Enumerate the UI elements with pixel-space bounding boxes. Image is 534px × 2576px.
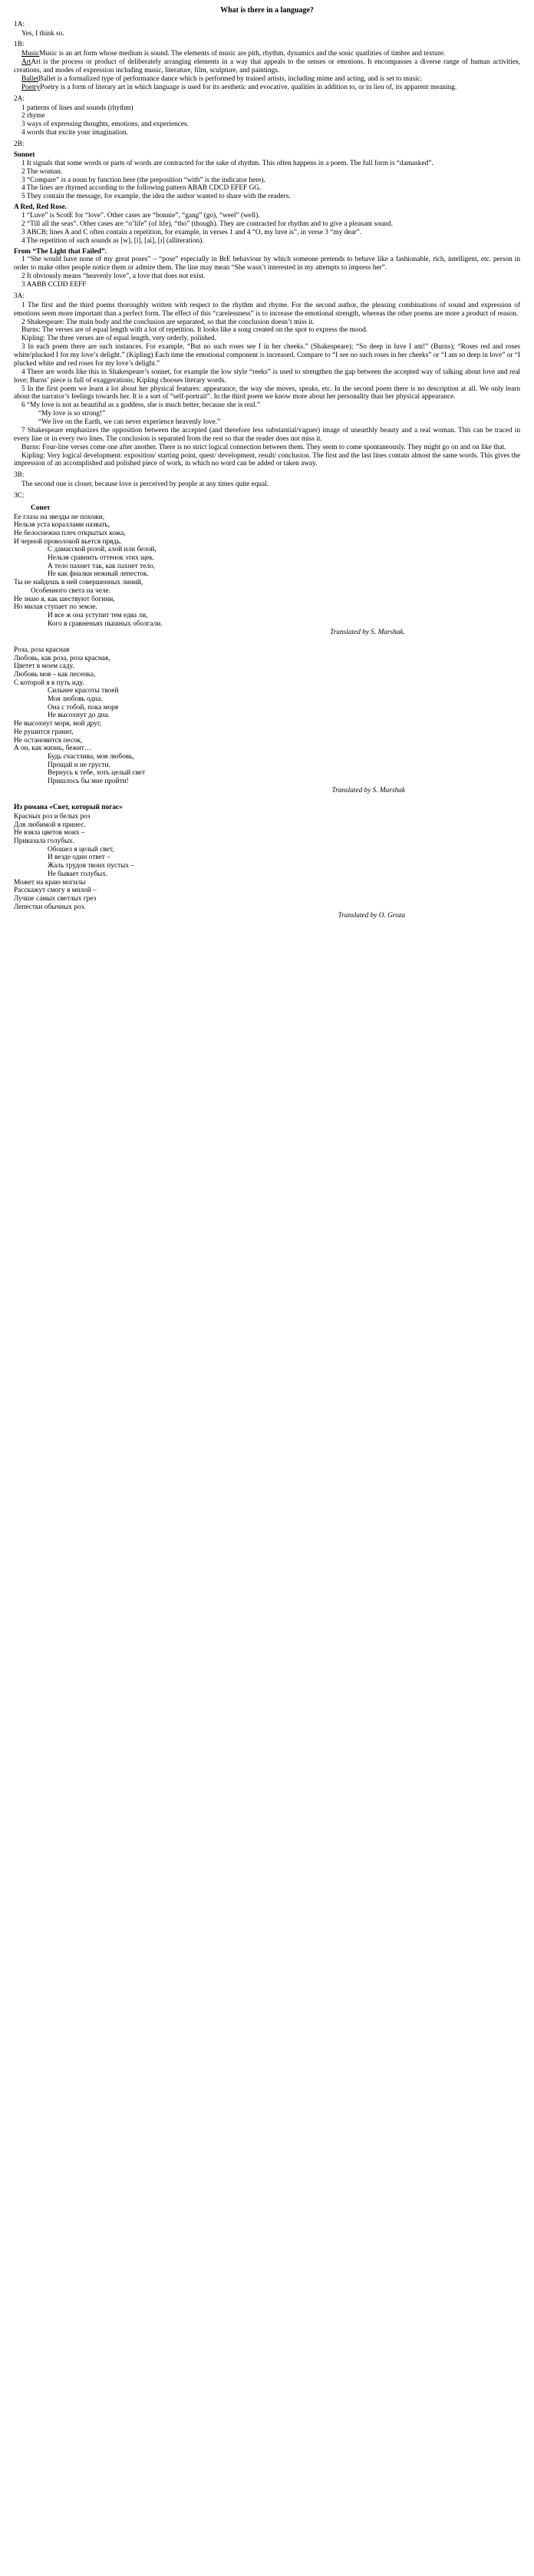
poem-line: Сильнее красоты твоей xyxy=(48,687,119,695)
poem-line: С которой я в путь иду. xyxy=(14,679,84,687)
section-2b-sub2-list xyxy=(14,256,520,289)
poem-red-red-rose xyxy=(14,646,520,794)
section-label-3a: 3A: xyxy=(14,292,25,300)
term-ballet: Ballet xyxy=(21,74,39,83)
section-1b-text-1: Music is an art form whose medium is sound. The elements of music are pith, rhythm, dynamics and the sonic quatlities of timbre and texture. xyxy=(39,50,446,58)
quote-line: “We live on the Earth, we can never experience heavenly love.” xyxy=(38,418,221,427)
section-1b-text-2: Art is the process or product of deliberately arranging elements in a way that appeals to the senses or emotions. It encompasses a diverse range of human activities, creations, and modes of expression including music, literature, film, sculpture, and paintings. xyxy=(14,58,520,75)
poem-translator: Translated by O. Groza xyxy=(338,912,405,920)
poem-line: Любовь, как роза, роза красная, xyxy=(14,654,110,662)
list-item: 1 “She would have none of my great poses” – “pose” especially in BrE behaviour by which someone pretends to behave like a fashionable, rich, intelligent, etc. person in order to make other people notice them or admire them. The line may mean “She wasn’t interested in my attempts to impress her”. xyxy=(14,256,520,272)
section-1b-text-4: Poetry is a form of literary art in which language is used for its aesthetic and evocative, qualities in addition to, or in lieu of, its apparent meaning. xyxy=(40,83,457,91)
poem-line: Кого в сравненьях пышных оболгали. xyxy=(48,619,163,628)
spacer xyxy=(14,637,520,642)
paragraph: 2 Shakespeare: The main body and the conclusion are separated, so that the conclusion doesn’t miss it. xyxy=(21,318,315,326)
section-1b-para-ballet xyxy=(14,75,520,84)
term-art: Art xyxy=(21,58,31,67)
list-item: 2 “Till all the seas”. Other cases are “o’life” (of life), “tho” (though). They are contracted for rhythm and to give a pleasant sound. xyxy=(21,220,394,228)
list-item: 1 “Luve” is ScotE for “love”. Other cases are “bonnie”, “gang” (go), “weel” (well). xyxy=(21,212,260,220)
poem-sonnet xyxy=(14,504,520,637)
poem-line: Может на краю могилы xyxy=(14,878,86,887)
poem-line: Не как фиалки нежный лепесток. xyxy=(48,570,149,579)
poem-line: Любовь моя – как песенка, xyxy=(14,671,96,679)
section-2b-list xyxy=(14,160,520,201)
poem-line: Красных роз и белых роз xyxy=(14,813,91,821)
term-music: Music xyxy=(21,50,40,58)
poem-line: Нельзя уста кораллами назвать, xyxy=(14,521,110,530)
paragraph: Kipling: The three verses are of equal length, very orderly, polished. xyxy=(21,335,217,343)
poem-title: Сонет xyxy=(31,504,51,512)
section-3b-line-1: The second one is closer, because love is perceived by people at any times quite equal. xyxy=(21,481,269,489)
poem-line: А он, как жизнь, бежит… xyxy=(14,745,92,753)
paragraph: Burns: The verses are of equal length with a lot of repetition. It looks like a song created on the spot to express the mood. xyxy=(21,326,368,335)
list-item: 3 AABB CCDD EEFF xyxy=(21,281,87,289)
section-label-1b: 1B: xyxy=(14,41,25,49)
section-1b-body xyxy=(14,50,520,91)
poem-line: А тело пахнет так, как пахнет тело, xyxy=(48,562,155,570)
list-item: 5 They contain the message, for example, the idea the author wanted to share with the readers. xyxy=(21,193,291,201)
poem-line: Особенного света на челе. xyxy=(31,586,110,595)
quote-line: “My love is so strong!” xyxy=(38,410,106,418)
list-item: 4 The lines are rhymed according to the following pattern ABAB CDCD EFEF GG. xyxy=(21,184,262,193)
list-item: 1 patterns of lines and sounds (rhythm) xyxy=(21,104,134,112)
page-title: What is there in a language? xyxy=(220,6,314,15)
list-item: 2 The woman. xyxy=(21,167,63,176)
paragraph: 4 There are words like this in Shakespeare’s sonnet, for example the low style “reeks” is used to strengthen the gap between the accepted way of talking about love and real love; Burns’ piece is full of exaggerations; Kipling chooses literary words. xyxy=(14,368,520,385)
poem-line: Цветет в моем саду. xyxy=(14,662,74,671)
section-1b-para-music xyxy=(14,50,520,58)
poem-the-light-that-failed xyxy=(14,804,520,920)
poem-line: Пришлось бы мне пройти! xyxy=(48,777,129,785)
section-3a-body xyxy=(14,302,520,469)
poem-line: Но милая ступает по земле. xyxy=(14,603,97,612)
poem-line: Не бывает голубых. xyxy=(48,870,108,878)
poem-line: Не высохнут до дна. xyxy=(48,712,110,720)
poem-title: Из романа «Свет, который погас» xyxy=(14,804,123,812)
poem-line: Лепестки обычных роз. xyxy=(14,903,86,911)
poem-line: Не знаю я, как шествуют богини, xyxy=(14,595,115,603)
list-item: 1 It signals that some words or parts of words are contracted for the sake of rhythm. This often happens in a poem. The full form is “damasked”. xyxy=(21,159,433,167)
subheading-the-light-that-failed: From “The Light that Failed”. xyxy=(14,247,107,256)
poem-line: Ее глаза на звезды не похожи, xyxy=(14,513,105,521)
poem-line: Обошел я целый свет, xyxy=(48,845,114,854)
section-1a-line-1: Yes, I think so. xyxy=(21,29,64,38)
poem-line: Для любимой я принес. xyxy=(14,821,86,829)
poem-translator: Translated by S. Marshak xyxy=(331,786,405,794)
list-item: 3 “Compare” is a noun by function here (the preposition “with” is the indicator here). xyxy=(21,176,265,184)
section-1b-para-poetry xyxy=(14,84,520,92)
paragraph: Kipling: Very logical development: exposition/ starting point, quest/ development, result/ conclusion. The first and the last lines contain almost the same words. This gives the impression of an accomplished and polished piece of work, in which no word can be added or taken away. xyxy=(14,451,520,468)
subheading-a-red-red-rose: A Red, Red Rose. xyxy=(14,203,67,212)
poem-line: И черной проволокой вьется прядь. xyxy=(14,537,122,546)
subheading-sonnet: Sonnet xyxy=(14,150,35,159)
poem-line: С дамасской розой, алой или белой, xyxy=(48,546,157,554)
poem-line: Нельзя сравнить оттенок этих щек. xyxy=(48,554,155,563)
paragraph: 6 “My love is not as beautiful as a goddess, she is much better, because she is real.” xyxy=(21,401,260,410)
document-page xyxy=(0,0,534,928)
list-item: 3 ways of expressing thoughts, emotions, and experiences. xyxy=(21,121,189,129)
section-label-1a: 1A: xyxy=(14,20,25,28)
list-item: 2 It obviously means “heavenly love”, a love that does not exist. xyxy=(21,272,206,281)
paragraph: 5 In the first poem we learn a lot about her physical features: appearance, the way she moves, speaks, etc. In the second poem there is no description at all. We only learn about the narrator’s feelings towards her. It is a sort of “self-portrait”. In the third poem we know more about her personality than her physical appearance. xyxy=(14,385,520,401)
poem-line: Приказала голубых. xyxy=(14,837,75,846)
poem-line: Не рушится гранит, xyxy=(14,728,74,736)
list-item: 2 rhyme xyxy=(21,112,45,121)
paragraph: Burns: Four-line verses come one after another. There is no strict logical connection between them. They seem to come spontaneously. They might go on and on like that. xyxy=(21,443,506,451)
paragraph: 1 The first and the third poems thoroughly written with respect to the rhythm and rhyme. For the second author, the pleasing combinations of sound and expression of emotions seem more important than a perfect form. The effect of this “carelessness” is to increase the emotional strength, whereas the other poems are more a product of reason. xyxy=(14,301,520,318)
poem-line: Лучше самых светлых грез xyxy=(14,894,97,903)
poem-line: Не взяла цветов моих – xyxy=(14,829,85,837)
poem-line: Не остановится песок, xyxy=(14,736,83,745)
section-2b-sub1-list xyxy=(14,212,520,246)
term-poetry: Poetry xyxy=(21,83,41,91)
poem-line: Жаль трудов твоих пустых – xyxy=(48,862,135,870)
poem-line: И все ж она уступит тем едва ли, xyxy=(48,611,148,619)
list-item: 3 ABCB; lines A and C often contain a repetition, for example, in verses 1 and 4 “O, my luve is”, in verse 3 “my dear”. xyxy=(21,228,362,236)
poem-line: Вернусь к тебе, хоть целый свет xyxy=(48,769,146,778)
poem-line: Ты не найдешь в ней совершенных линий, xyxy=(14,579,143,587)
poem-line: Не белоснежна плеч открытых кожа, xyxy=(14,530,126,537)
poem-line: Она с тобой, пока моря xyxy=(48,703,119,712)
list-item: 4 The repetition of such sounds as [w], [i], [ai], [ɪ] (alliteration). xyxy=(21,236,204,245)
paragraph: 3 In each poem there are such instances. For example, “But no such roses see I in her cheeks.” (Shakespeare); “So deep in luve I am!” (Burns); “Roses red and roses white/plucked I for my love’s delight.” (Kipling) Each time the emotional component is increased. Compare to “I see no such roses in her cheeks” or “I am so deep in love” or “I plucked white and red roses for my love’s delight.” xyxy=(14,343,520,368)
section-2a-list xyxy=(14,104,520,138)
paragraph: 7 Shakespeare emphasizes the opposition between the accepted (and therefore less substantial/vaguer) image of unearthly beauty and a real woman. This can be traced in every line or in every two lines. The conclusion is separated from the rest so that the reader does not miss it. xyxy=(14,426,520,443)
spacer xyxy=(14,794,520,800)
list-item: 4 words that excite your imagination. xyxy=(21,129,128,137)
poem-line: Расскажут смогу я милой – xyxy=(14,887,97,895)
poem-line: И везде один ответ – xyxy=(48,854,110,862)
poem-line: Не высохнут моря, мой друг, xyxy=(14,720,101,728)
section-1b-text-3: Ballet is a formalized type of performance dance which is performed by trained artists, including mime and acting, and is set to music. xyxy=(38,74,423,83)
poem-line: Моя любовь одна. xyxy=(48,695,103,704)
poem-line: Роза, роза красная xyxy=(14,646,70,654)
section-label-2a: 2A: xyxy=(14,94,25,103)
section-label-2b: 2B: xyxy=(14,140,25,149)
poem-translator: Translated by S. Marshak. xyxy=(330,629,405,637)
section-label-3b: 3B: xyxy=(14,471,25,480)
poem-line: Прощай и не грусти. xyxy=(48,761,110,769)
section-label-3c: 3C: xyxy=(14,492,25,500)
poem-line: Будь счастлива, моя любовь, xyxy=(48,752,134,761)
section-1b-para-art xyxy=(14,58,520,75)
